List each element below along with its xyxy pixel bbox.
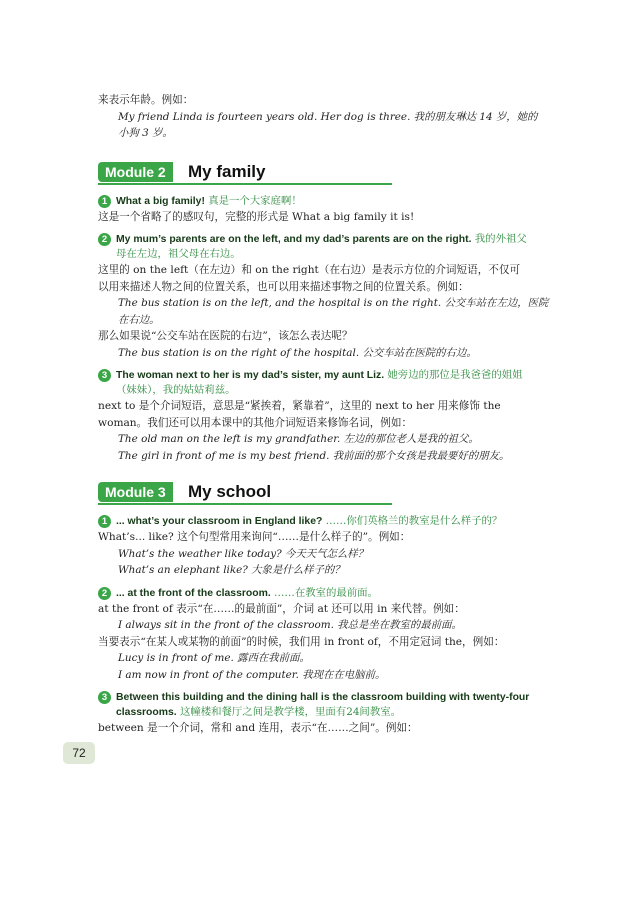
m3-item-3-heading-cont (98, 705, 544, 720)
m3-item-1-heading (98, 514, 544, 529)
heading-english: My mum’s parents are on the left, and my dad’s parents are on the right. (116, 234, 472, 245)
m3-item-2-example-2: Lucy is in front of me. 露西在我前面。 (118, 652, 310, 664)
m2-item-3-text-1: next to 是个介词短语，意思是“紧挨着，紧靠着”，这里的 next to her 用来修饰 the (98, 400, 501, 412)
m2-item-3-heading-cont (98, 383, 544, 398)
heading-english-cont: classrooms. (116, 707, 177, 718)
module-3-header (98, 480, 544, 506)
m3-item-2-text-2: 当要表示“在某人或某物的前面”的时候，我们用 in front of，不用定冠词 the，例如： (98, 635, 505, 648)
m3-item-3-text: between 是一个介词，常和 and 连用，表示“在……之间”。例如： (98, 722, 418, 734)
m2-item-2-text-1: 这里的 on the left（在左边）和 on the right（在右边）是表示方位的介词短语，不仅可 (98, 264, 521, 276)
module-3-underline (98, 503, 392, 505)
m3-item-1-text: What’s... like? 这个句型常用来询问“……是什么样子的”。例如： (98, 531, 411, 543)
intro-example-cont: 小狗 3 岁。 (118, 127, 173, 139)
heading-chinese: 她旁边的那位是我爸爸的姐姐 (384, 369, 523, 381)
m3-item-2-example-1: I always sit in the front of the classroom. 我总是坐在教室的最前面。 (118, 619, 462, 631)
number-badge-icon: 1 (98, 515, 111, 528)
heading-chinese: ……你们英格兰的教室是什么样子的？ (322, 515, 503, 527)
page-content (98, 92, 549, 737)
intro-text: 来表示年龄。例如： (98, 94, 194, 106)
heading-chinese: 真是一个大家庭啊！ (204, 194, 302, 207)
heading-english: What a big family! (116, 195, 205, 207)
m2-item-2-example-2: The bus station is on the right of the hospital. 公交车站在医院的右边。 (118, 346, 477, 359)
m3-item-2-example-3: I am now in front of the computer. 我现在在电脑前。 (118, 668, 386, 681)
number-badge-icon: 1 (98, 195, 111, 208)
m3-item-1-example-1: What’s the weather like today? 今天天气怎么样？ (118, 547, 369, 560)
m2-item-3-example-2: The girl in front of me is my best friend. 我前面的那个女孩是我最要好的朋友。 (118, 449, 510, 462)
m2-item-3-example-1: The old man on the left is my grandfather. 左边的那位老人是我的祖父。 (118, 433, 479, 445)
heading-english: Between this building and the dining hall is the classroom building with twenty-four (116, 692, 530, 703)
heading-chinese: ……在教室的最前面。 (270, 586, 378, 599)
number-badge-icon: 2 (98, 233, 111, 246)
m2-item-3-text-2: woman。我们还可以用本课中的其他介词短语来修饰名词，例如： (98, 416, 413, 429)
m3-item-2-text-1: at the front of 表示“在……的最前面”，介词 at 还可以用 in 来代替。例如： (98, 602, 465, 615)
heading-chinese: 我的外祖父 (471, 233, 527, 245)
heading-english: ... what’s your classroom in England like? (116, 516, 323, 527)
module-2-header (98, 160, 544, 186)
module-3-title: My school (188, 482, 272, 501)
heading-chinese-cont: 母在左边，祖父母在右边。 (116, 248, 241, 260)
m2-item-1-heading (98, 194, 544, 209)
intro-example: My friend Linda is fourteen years old. Her dog is three. 我的朋友琳达 14 岁，她的 (118, 110, 538, 123)
m3-item-3-heading (98, 690, 544, 705)
module-2-label: Module 2 (98, 162, 173, 182)
module-2-title: My family (188, 161, 266, 181)
m2-item-2-text-2: 以用来描述人物之间的位置关系，也可以用来描述事物之间的位置关系。例如： (98, 280, 469, 293)
number-badge-icon: 3 (98, 369, 111, 382)
module-3-label: Module 3 (98, 482, 173, 502)
m3-item-1-example-2: What’s an elephant like? 大象是什么样子的？ (118, 564, 345, 576)
m2-item-2-example-1-cont: 在右边。 (118, 313, 160, 326)
m2-item-2-example-1: The bus station is on the left, and the hospital is on the right. 公交车站在左边，医院 (118, 297, 549, 309)
m2-item-2-heading-cont (98, 247, 544, 262)
number-badge-icon: 3 (98, 691, 111, 704)
number-badge-icon: 2 (98, 587, 111, 600)
module-2-underline (98, 183, 392, 185)
heading-chinese: 这幢楼和餐厅之间是教学楼，里面有24间教室。 (176, 706, 401, 718)
m3-item-2-heading (98, 586, 544, 601)
m2-item-2-heading (98, 232, 544, 247)
m2-item-2-text-3: 那么如果说“公交车站在医院的右边”，该怎么表达呢？ (98, 330, 353, 342)
heading-english: The woman next to her is my dad’s sister, my aunt Liz. (116, 370, 385, 381)
m2-item-3-heading (98, 368, 544, 383)
heading-english: ... at the front of the classroom. (116, 587, 271, 599)
page-number: 72 (63, 742, 95, 764)
m2-item-1-text: 这是一个省略了的感叹句，完整的形式是 What a big family it is! (98, 210, 415, 223)
heading-chinese-cont: （妹妹），我的姑姑莉兹。 (116, 384, 236, 396)
